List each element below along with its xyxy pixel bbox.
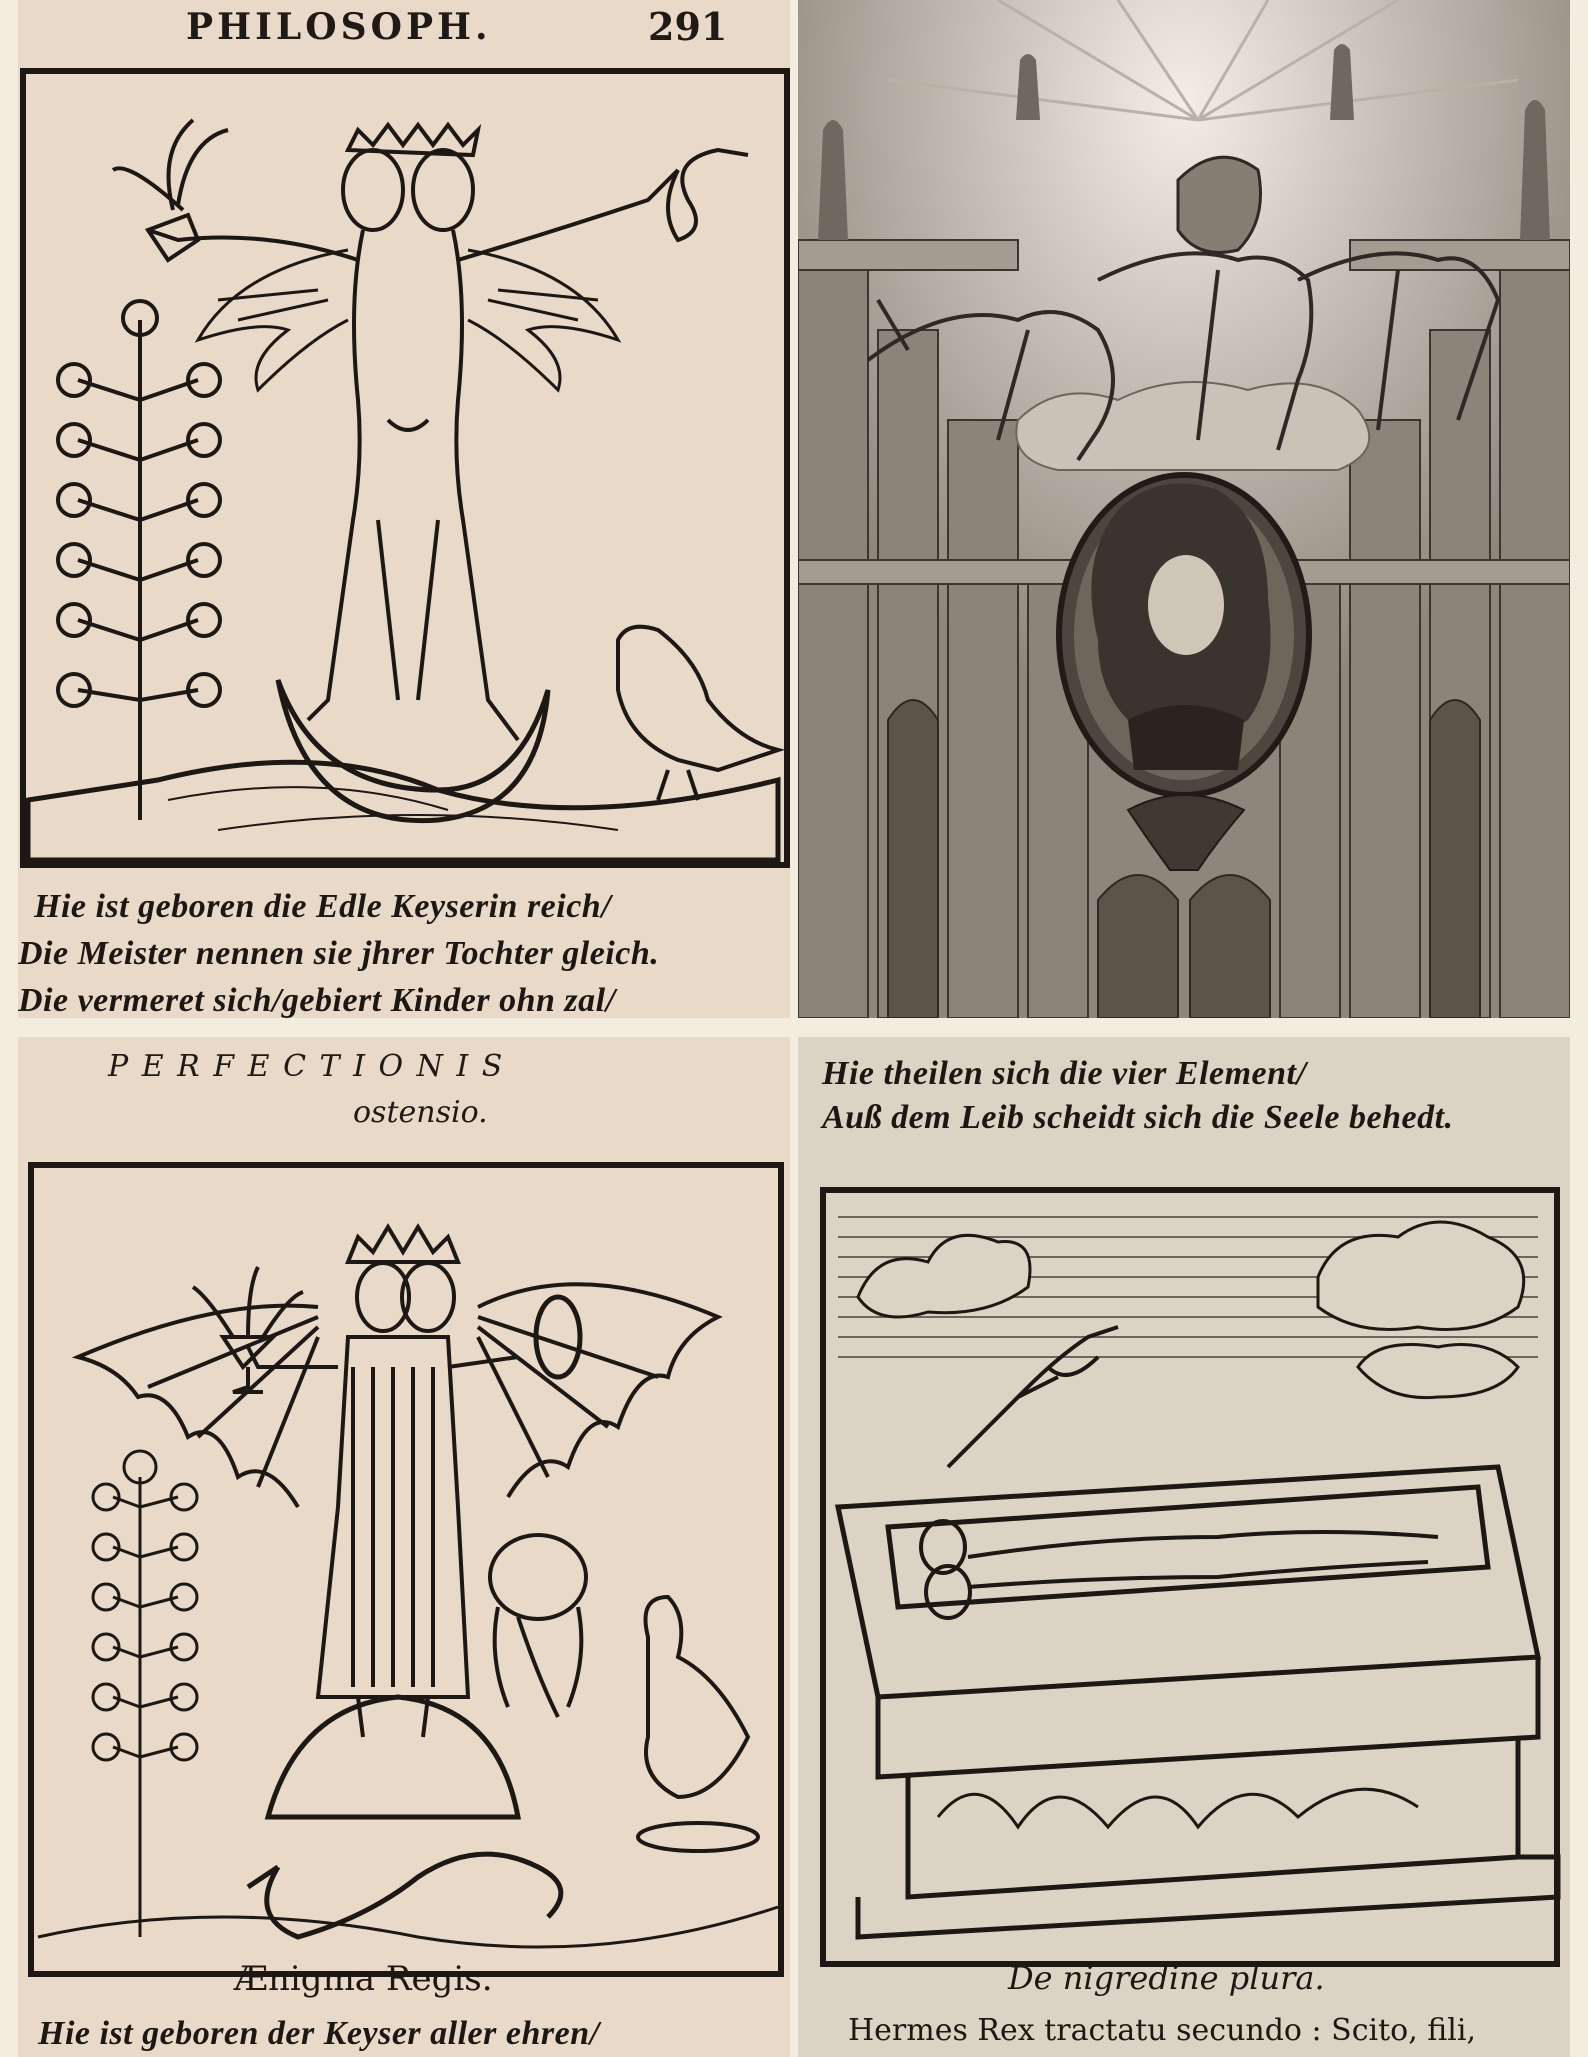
running-head: PHILOSOPH.: [186, 6, 492, 48]
mount: [268, 1697, 518, 1817]
pelican: [638, 1597, 758, 1851]
caption-line-1: Hie ist geboren die Edle Keyserin reich/: [34, 888, 612, 925]
serpent: [668, 150, 748, 240]
flying-soul-figure: [948, 1327, 1118, 1467]
crescent-moon: [278, 680, 548, 821]
woodcut-panel-tomb: [798, 1037, 1570, 2057]
tree-of-stars: [93, 1451, 197, 1937]
heading-line-1: Hie theilen sich die vier Element/: [822, 1055, 1307, 1092]
woodcut-panel-king: [18, 1037, 790, 2057]
bat-wings: [78, 1284, 718, 1507]
caption-line: Hermes Rex tractatu secundo : Scito, fili,: [848, 2013, 1477, 2048]
caption-line: Hie ist geboren der Keyser aller ehren/: [38, 2015, 600, 2052]
engraving-panel-portrait: [798, 0, 1570, 1018]
dragon: [248, 1854, 561, 1937]
section-subheading: ostensio.: [353, 1095, 488, 1130]
ground: [38, 1907, 778, 1947]
chariot-rider: [1178, 157, 1261, 252]
tree-of-faces: [58, 301, 220, 820]
caption-line-2: Die Meister nennen sie jhrer Tochter gleich.: [18, 935, 660, 972]
caption-line-3: Die vermeret sich/gebiert Kinder ohn zal/: [18, 982, 616, 1018]
cloud: [1016, 382, 1369, 470]
tomb-ornament: [938, 1789, 1418, 1827]
heading-line-2: Auß dem Leib scheidt sich die Seele behedt.: [822, 1099, 1454, 1136]
baroque-engraving-illustration: [798, 0, 1570, 1018]
wings: [198, 250, 618, 390]
woodcut-panel-queen: [18, 0, 790, 1018]
figure-title: De nigredine plura.: [1008, 1959, 1325, 1997]
queen-woodcut-illustration: [18, 0, 790, 1018]
bird: [618, 627, 778, 800]
entombed-figures: [921, 1521, 1438, 1618]
tomb-woodcut-illustration: [798, 1037, 1570, 2057]
page-number: 291: [648, 4, 728, 49]
lion: [490, 1535, 586, 1717]
winged-figure: [148, 125, 678, 740]
king-woodcut-illustration: [18, 1037, 790, 2057]
figure-title: Ænigma Regis.: [234, 1959, 493, 1999]
clouds: [858, 1222, 1524, 1398]
section-heading: P E R F E C T I O N I S: [108, 1049, 505, 1084]
